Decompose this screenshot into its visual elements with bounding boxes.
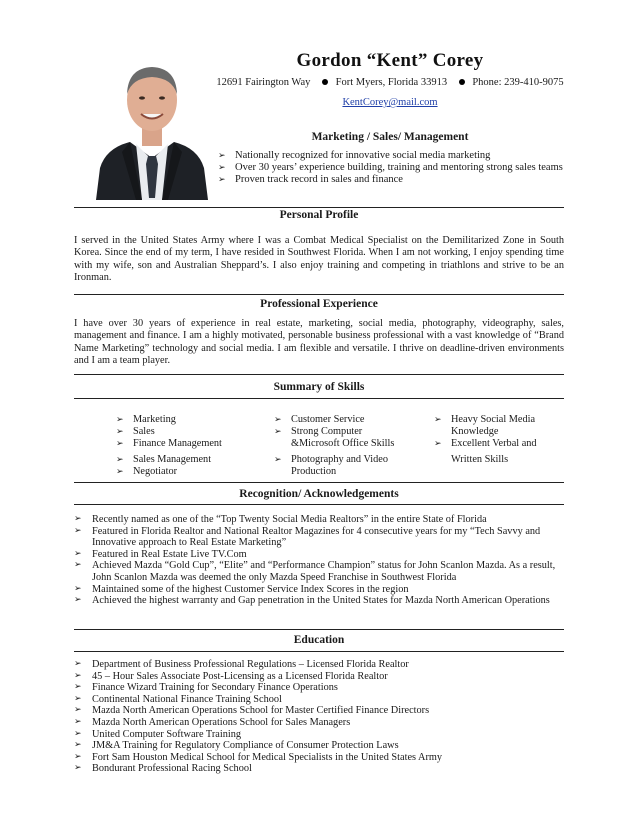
arrow-bullet-icon: ➢ <box>74 751 82 762</box>
list-item: ➢ Photography and Video <box>274 453 389 465</box>
arrow-bullet-icon: ➢ <box>218 175 226 185</box>
arrow-bullet-icon: ➢ <box>218 163 226 173</box>
highlights-list <box>218 150 578 186</box>
bullet-dot-icon <box>322 79 328 85</box>
section-divider <box>74 294 564 295</box>
arrow-bullet-icon: ➢ <box>74 659 82 669</box>
list-item-continuation: &Microsoft Office Skills <box>291 438 395 450</box>
arrow-bullet-icon: ➢ <box>274 427 282 438</box>
list-item: ➢ Continental National Finance Training School <box>74 693 282 705</box>
list-item: ➢ Department of Business Professional Regulations – Licensed Florida Realtor <box>74 659 409 670</box>
phone: Phone: 239-410-9075 <box>472 77 564 88</box>
list-item: ➢ Achieved the highest warranty and Gap penetration in the United States for Mazda North American Operations <box>74 595 550 607</box>
arrow-bullet-icon: ➢ <box>116 427 124 438</box>
list-item-continuation: Knowledge <box>451 426 499 438</box>
skills-column-1 <box>116 414 266 478</box>
section-title-education: Education <box>293 634 345 646</box>
list-item: ➢ Fort Sam Houston Medical School for Medical Specialists in the United States Army <box>74 751 443 763</box>
recognition-list <box>74 514 569 607</box>
section-divider <box>74 374 564 375</box>
section-divider <box>74 482 564 483</box>
list-item: ➢ Recently named as one of the “Top Twenty Social Media Realtors” in the entire State of Florida <box>74 514 487 525</box>
arrow-bullet-icon: ➢ <box>74 560 82 571</box>
list-item: ➢ Sales <box>116 426 155 438</box>
list-item: ➢ Marketing <box>116 414 176 425</box>
arrow-bullet-icon: ➢ <box>74 705 82 716</box>
section-divider <box>74 629 564 630</box>
list-item: ➢ Customer Service <box>274 414 365 425</box>
profile-photo <box>92 48 212 200</box>
bullet-dot-icon <box>459 79 465 85</box>
section-title-profile: Personal Profile <box>279 209 359 221</box>
arrow-bullet-icon: ➢ <box>74 682 82 693</box>
arrow-bullet-icon: ➢ <box>116 439 124 450</box>
experience-text: I have over 30 years of experience in real estate, marketing, social media, photography, videography, sales, management and finance. I am a highly motivated, personable business professional with a vast knowledge of “Brand Name Marketing” technology and social media. I am flexible and versatile. I thrive on deadline-driven environments and I am a team player. <box>74 318 564 367</box>
arrow-bullet-icon: ➢ <box>74 548 82 559</box>
list-item: ➢ JM&A Training for Regulatory Compliance of Consumer Protection Laws <box>74 740 399 752</box>
arrow-bullet-icon: ➢ <box>218 151 226 161</box>
city: Fort Myers, Florida 33913 <box>335 77 448 88</box>
list-item: ➢ Mazda North American Operations School for Sales Managers <box>74 716 351 728</box>
candidate-name: Gordon “Kent” Corey <box>296 50 484 71</box>
arrow-bullet-icon: ➢ <box>74 740 82 751</box>
list-item: ➢ Featured in Real Estate Live TV.Com <box>74 548 247 560</box>
arrow-bullet-icon: ➢ <box>74 693 82 704</box>
arrow-bullet-icon: ➢ <box>434 415 442 425</box>
list-item: ➢ Finance Wizard Training for Secondary Finance Operations <box>74 682 338 694</box>
arrow-bullet-icon: ➢ <box>74 670 82 681</box>
section-title-experience: Professional Experience <box>260 298 378 310</box>
arrow-bullet-icon: ➢ <box>74 583 82 594</box>
list-item: ➢ Nationally recognized for innovative social media marketing <box>218 150 491 161</box>
arrow-bullet-icon: ➢ <box>116 454 124 465</box>
section-divider <box>74 504 564 505</box>
arrow-bullet-icon: ➢ <box>74 763 82 774</box>
list-item: ➢ Finance Management <box>116 438 222 450</box>
arrow-bullet-icon: ➢ <box>116 466 124 477</box>
list-item: ➢ Over 30 years’ experience building, training and mentoring strong sales teams <box>218 162 563 173</box>
arrow-bullet-icon: ➢ <box>116 415 124 425</box>
email-link[interactable]: KentCorey@mail.com <box>342 97 438 108</box>
arrow-bullet-icon: ➢ <box>74 595 82 606</box>
arrow-bullet-icon: ➢ <box>274 415 282 425</box>
list-item: ➢ Achieved Mazda “Gold Cup”, “Elite” and “Performance Champion” status for John Scanlon Mazda. As a result, John Scanlon Mazda was deemed the only Mazda Speed Franchise in Southwest Florida <box>74 560 556 583</box>
arrow-bullet-icon: ➢ <box>74 514 82 524</box>
contact-line <box>210 77 570 88</box>
list-item: ➢ Heavy Social Media <box>434 414 536 425</box>
skills-column-3 <box>434 414 574 466</box>
list-item: ➢ Sales Management <box>116 453 212 465</box>
education-list <box>74 659 569 775</box>
arrow-bullet-icon: ➢ <box>434 439 442 450</box>
section-title-skills: Summary of Skills <box>273 381 365 393</box>
arrow-bullet-icon: ➢ <box>274 454 282 465</box>
section-divider <box>74 398 564 399</box>
list-item: ➢ United Computer Software Training <box>74 728 242 740</box>
profile-text: I served in the United States Army where I was a Combat Medical Specialist on the Demilitarized Zone in South Korea. Since the end of my term, I have resided in Southwest Florida. When I am not working, I enjoy spending time with my wife, son and Australian Sheppard’s. I also enjoy training and competing in triathlons and strive to be an Ironman. <box>74 235 564 284</box>
address: 12691 Fairington Way <box>216 77 311 88</box>
arrow-bullet-icon: ➢ <box>74 525 82 536</box>
list-item: ➢ Excellent Verbal and <box>434 438 537 450</box>
list-item: ➢ Mazda North American Operations School for Master Certified Finance Directors <box>74 705 430 717</box>
list-item: ➢ Maintained some of the highest Customer Service Index Scores in the region <box>74 583 409 595</box>
list-item: ➢ 45 – Hour Sales Associate Post-Licensing as a Licensed Florida Realtor <box>74 670 388 682</box>
list-item-continuation: Production <box>291 465 337 477</box>
list-item: ➢ Bondurant Professional Racing School <box>74 763 252 775</box>
section-divider <box>74 651 564 652</box>
arrow-bullet-icon: ➢ <box>74 716 82 727</box>
list-item-continuation: Written Skills <box>451 453 509 465</box>
list-item: ➢ Featured in Florida Realtor and National Realtor Magazines for 4 consecutive years for my “Tech Savvy and Innovative approach to Real Estate Marketing” <box>74 525 541 549</box>
list-item: ➢ Strong Computer <box>274 426 363 438</box>
list-item: ➢ Negotiator <box>116 465 178 477</box>
section-divider <box>74 207 564 208</box>
headline: Marketing / Sales/ Management <box>311 131 469 143</box>
arrow-bullet-icon: ➢ <box>74 728 82 739</box>
list-item: ➢ Proven track record in sales and finance <box>218 174 403 185</box>
section-title-recognition: Recognition/ Acknowledgements <box>239 488 399 500</box>
skills-column-2 <box>274 414 424 478</box>
